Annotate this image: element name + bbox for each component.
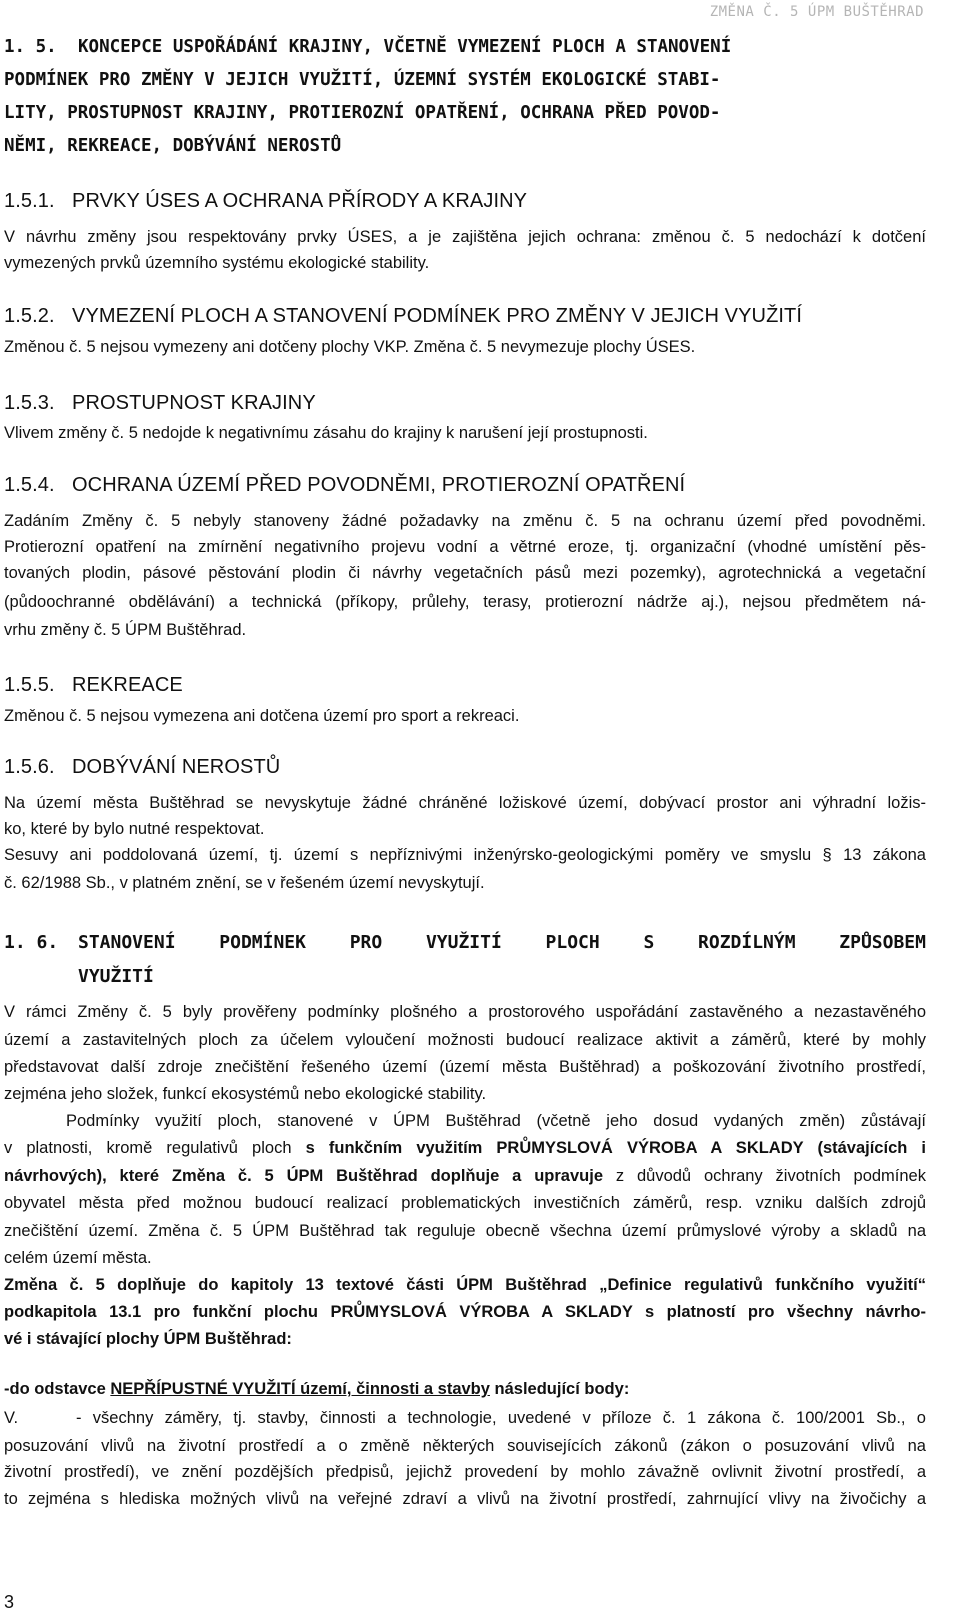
subsection-heading [4,190,527,213]
subsection-title: PRVKY ÚSES A OCHRANA PŘÍRODY A KRAJINY [72,190,528,212]
text-run: v platnosti, kromě regulativů ploch [4,1139,306,1157]
paragraph-line: Vlivem změny č. 5 nedojde k negativnímu zásahu do krajiny k narušení její prostupnosti. [4,424,648,442]
section-number: 1. 6. [4,932,59,953]
paragraph-line: vé i stávající plochy ÚPM Buštěhrad: [4,1330,292,1348]
section-number: 1. 5. [4,37,57,57]
text-run: -do odstavce [4,1380,111,1398]
subsection-title: PROSTUPNOST KRAJINY [72,392,316,414]
paragraph-line: Protierozní opatření na zmírnění negativního projevu vodní a větrné eroze, tj. organizační (vhodné umístění pěs- [4,538,926,556]
paragraph-line [4,1376,926,1402]
paragraph-line: posuzování vlivů na životní prostředí a o změně některých souvisejících zákonů (zákon o posuzování vlivů na [4,1437,926,1455]
paragraph-line: znečištění území. Změna č. 5 ÚPM Buštěhrad tak reguluje obecně všechna území průmyslové výroby a skladů na [4,1222,926,1240]
section-title-line: NĚMI, REKREACE, DOBÝVÁNÍ NEROSTŮ [4,136,342,156]
paragraph-line: obyvatel města před možnou budoucí realizací problematických investičních záměrů, resp. vzniku dalších zdrojů [4,1194,926,1212]
paragraph-line: vymezených prvků územního systému ekologické stability. [4,254,430,272]
underlined-text-run: NEPŘÍPUSTNÉ VYUŽITÍ území, činnosti a stavby [110,1380,490,1398]
paragraph-line [4,1163,926,1189]
subsection-heading [4,756,280,779]
paragraph-line: V návrhu změny jsou respektovány prvky ÚSES, a je zajištěna jejich ochrana: změnou č. 5 nedochází k dotčení [4,228,926,246]
paragraph-line: Změna č. 5 doplňuje do kapitoly 13 textové části ÚPM Buštěhrad „Definice regulativů funkčního využití“ [4,1276,926,1294]
section-title-line: KONCEPCE USPOŘÁDÁNÍ KRAJINY, VČETNĚ VYMEZENÍ PLOCH A STANOVENÍ [78,37,732,57]
bold-text-run: návrhových), které Změna č. 5 ÚPM Buštěhrad doplňuje a upravuje [4,1167,603,1185]
paragraph-line: podkapitola 13.1 pro funkční plochu PRŮMYSLOVÁ VÝROBA A SKLADY s platností pro všechny návrho- [4,1303,926,1321]
paragraph-line [4,1135,926,1161]
paragraph-line: Změnou č. 5 nejsou vymezena ani dotčena území pro sport a rekreaci. [4,707,520,725]
paragraph-line: životní prostředí), ve znění pozdějších předpisů, jejichž provedení by mohlo závažně ovlivnit životní prostředí, a [4,1463,926,1481]
subsection-heading [4,305,802,328]
paragraph-line: ko, které by bylo nutné respektovat. [4,820,265,838]
paragraph-line: celém území města. [4,1249,152,1267]
subsection-title: REKREACE [72,674,183,696]
section-title-line: LITY, PROSTUPNOST KRAJINY, PROTIEROZNÍ OPATŘENÍ, OCHRANA PŘED POVOD- [4,103,721,123]
subsection-number: 1.5.4. [4,474,55,496]
section-title-line: PODMÍNEK PRO ZMĚNY V JEJICH VYUŽITÍ, ÚZEMNÍ SYSTÉM EKOLOGICKÉ STABI- [4,70,721,90]
section-title-line: VYUŽITÍ [78,966,154,987]
subsection-title: DOBÝVÁNÍ NEROSTŮ [72,756,281,778]
subsection-heading [4,474,685,497]
paragraph-line: zejména jeho složek, funkcí ekosystémů nebo ekologické stability. [4,1085,487,1103]
paragraph-line: představovat další zdroje znečištění řešeného území (území města Buštěhrad) a poškozování životního prostředí, [4,1058,926,1076]
subsection-number: 1.5.3. [4,392,55,414]
paragraph-line: tovaných plodin, pásové pěstování plodin či návrhy vegetačních pásů mezi pozemky), agrotechnická a vegetační [4,564,926,582]
subsection-number: 1.5.1. [4,190,55,212]
paragraph-line: vrhu změny č. 5 ÚPM Buštěhrad. [4,621,247,639]
paragraph-line: území a zastavitelných ploch za účelem vyloučení možnosti budoucí realizace aktivit a záměrů, které by mohly [4,1031,926,1049]
section-title-line: STANOVENÍ PODMÍNEK PRO VYUŽITÍ PLOCH S ROZDÍLNÝM ZPŮSOBEM [78,932,926,953]
paragraph-line: č. 62/1988 Sb., v platném znění, se v řešeném území nevyskytují. [4,874,485,892]
paragraph-line: Změnou č. 5 nejsou vymezeny ani dotčeny plochy VKP. Změna č. 5 nevymezuje plochy ÚSES. [4,338,696,356]
paragraph-line: to zejména s hlediska možných vlivů na veřejné zdraví a vlivů na životní prostředí, zahrnující vlivy na živočichy a [4,1490,926,1508]
page-number: 3 [4,1592,15,1612]
paragraph-line: (půdoochranné obdělávání) a technická (příkopy, průlehy, terasy, protierozní nádrže aj.), nejsou předmětem ná- [4,593,926,611]
paragraph-line: Zadáním Změny č. 5 nebyly stanoveny žádné požadavky na změnu č. 5 na ochranu území před povodněmi. [4,512,926,530]
subsection-number: 1.5.6. [4,756,55,778]
subsection-number: 1.5.2. [4,305,55,327]
list-marker: V. [4,1409,19,1427]
paragraph-line: - všechny záměry, tj. stavby, činnosti a technologie, uvedené v příloze č. 1 zákona č. 100/2001 Sb., o [76,1409,926,1427]
text-run: z důvodů ochrany životních podmínek [603,1167,926,1185]
subsection-title: OCHRANA ÚZEMÍ PŘED POVODNĚMI, PROTIEROZNÍ OPATŘENÍ [72,474,686,496]
text-run: následující body: [489,1380,630,1398]
subsection-heading [4,392,316,415]
running-header: ZMĚNA Č. 5 ÚPM BUŠTĚHRAD [709,4,924,20]
subsection-number: 1.5.5. [4,674,55,696]
subsection-title: VYMEZENÍ PLOCH A STANOVENÍ PODMÍNEK PRO ZMĚNY V JEJICH VYUŽITÍ [72,305,803,327]
paragraph-line: Sesuvy ani poddolovaná území, tj. území s nepříznivými inženýrsko-geologickými poměry ve smyslu § 13 zákona [4,846,926,864]
paragraph-line: Podmínky využití ploch, stanovené v ÚPM Buštěhrad (včetně jeho dosud vydaných změn) zůstávají [66,1112,926,1130]
paragraph-line: Na území města Buštěhrad se nevyskytuje žádné chráněné ložiskové území, dobývací prostor ani výhradní ložis- [4,794,926,812]
bold-text-run: s funkčním využitím PRŮMYSLOVÁ VÝROBA A SKLADY (stávajících i [305,1139,927,1157]
paragraph-line: V rámci Změny č. 5 byly prověřeny podmínky plošného a prostorového uspořádání zastavěného a nezastavěného [4,1003,926,1021]
subsection-heading [4,674,183,697]
